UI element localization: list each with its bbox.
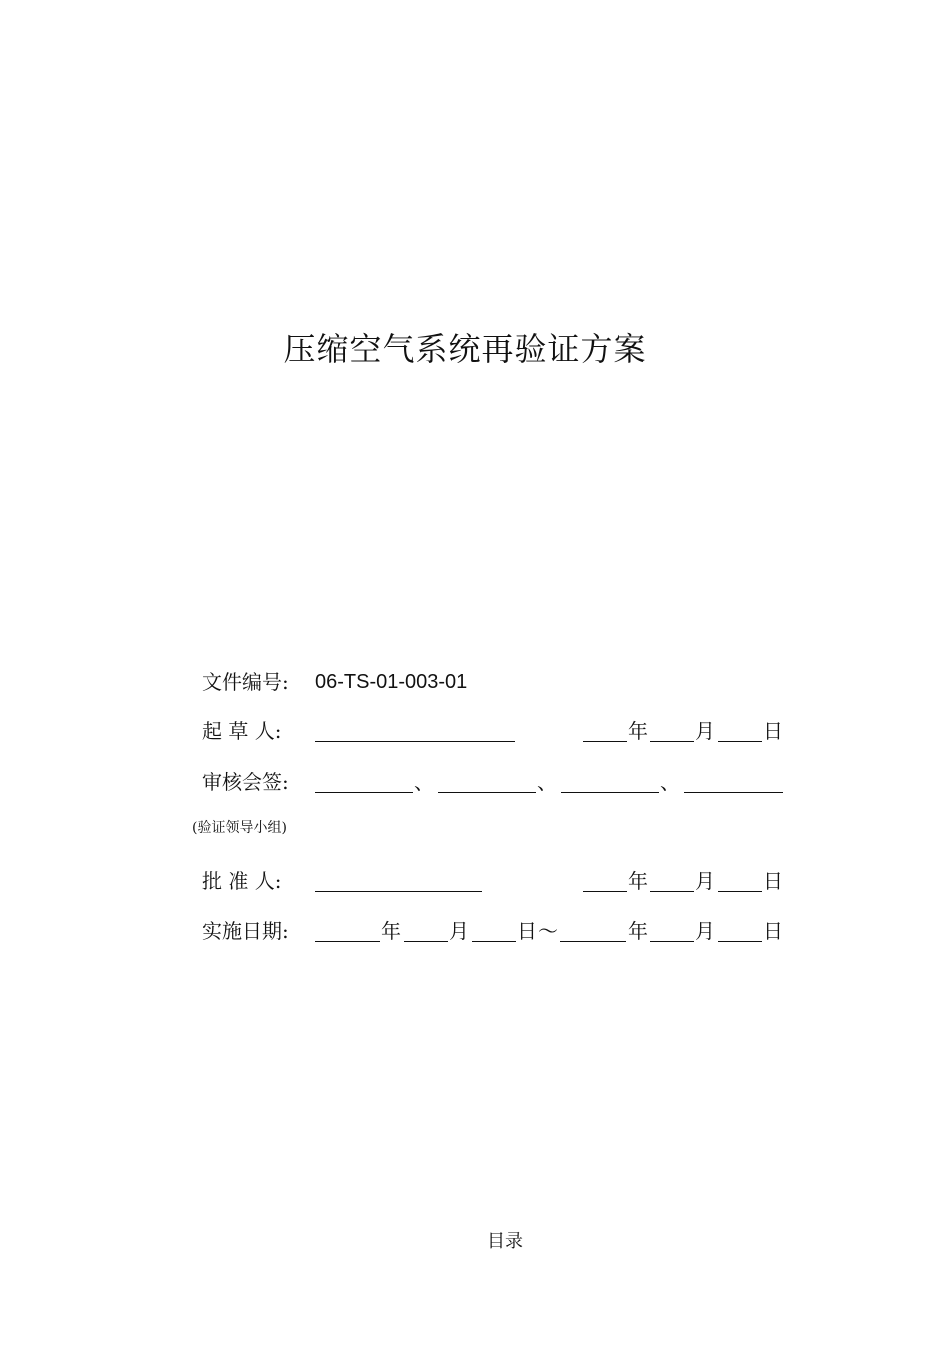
impl-end-month-unit: 月	[695, 919, 715, 943]
review-signature-line-1[interactable]	[315, 792, 413, 793]
impl-start-day-unit: 日	[517, 919, 537, 943]
review-separator-1: 、	[414, 770, 434, 794]
impl-date-row	[202, 916, 792, 946]
review-row	[202, 767, 792, 797]
impl-end-day-unit: 日	[763, 919, 783, 943]
impl-end-year-unit: 年	[628, 919, 648, 943]
impl-start-month-unit: 月	[449, 919, 469, 943]
review-signature-line-2[interactable]	[438, 792, 536, 793]
impl-date-label: 实施日期:	[202, 919, 289, 943]
drafter-month-blank[interactable]	[650, 741, 694, 742]
impl-date-tilde: ～	[538, 919, 558, 943]
approver-day-unit: 日	[763, 869, 783, 893]
review-label: 审核会签:	[202, 770, 289, 794]
doc-number-row	[202, 667, 602, 697]
approver-signature-line[interactable]	[315, 891, 482, 892]
impl-end-day-blank[interactable]	[718, 941, 762, 942]
impl-start-year-blank[interactable]	[315, 941, 380, 942]
drafter-year-blank[interactable]	[583, 741, 627, 742]
drafter-year-unit: 年	[628, 719, 648, 743]
drafter-month-unit: 月	[695, 719, 715, 743]
impl-start-day-blank[interactable]	[472, 941, 516, 942]
impl-start-month-blank[interactable]	[404, 941, 448, 942]
approver-month-blank[interactable]	[650, 891, 694, 892]
drafter-day-unit: 日	[763, 719, 783, 743]
approver-day-blank[interactable]	[718, 891, 762, 892]
approver-row	[202, 866, 792, 896]
approver-year-unit: 年	[628, 869, 648, 893]
impl-end-year-blank[interactable]	[560, 941, 626, 942]
drafter-signature-line[interactable]	[315, 741, 515, 742]
drafter-label: 起 草 人:	[202, 719, 282, 743]
doc-number-label: 文件编号:	[202, 670, 289, 694]
toc-heading: 目录	[487, 1231, 523, 1252]
approver-month-unit: 月	[695, 869, 715, 893]
review-signature-line-3[interactable]	[561, 792, 659, 793]
impl-start-year-unit: 年	[381, 919, 401, 943]
document-title: 压缩空气系统再验证方案	[283, 330, 647, 368]
drafter-row	[202, 716, 792, 746]
drafter-day-blank[interactable]	[718, 741, 762, 742]
approver-year-blank[interactable]	[583, 891, 627, 892]
review-group-note: (验证领导小组)	[192, 820, 287, 836]
review-signature-line-4[interactable]	[684, 792, 783, 793]
approver-label: 批 准 人:	[202, 869, 282, 893]
impl-end-month-blank[interactable]	[650, 941, 694, 942]
review-separator-3: 、	[660, 770, 680, 794]
review-separator-2: 、	[537, 770, 557, 794]
doc-number-value: 06-TS-01-003-01	[315, 671, 468, 693]
